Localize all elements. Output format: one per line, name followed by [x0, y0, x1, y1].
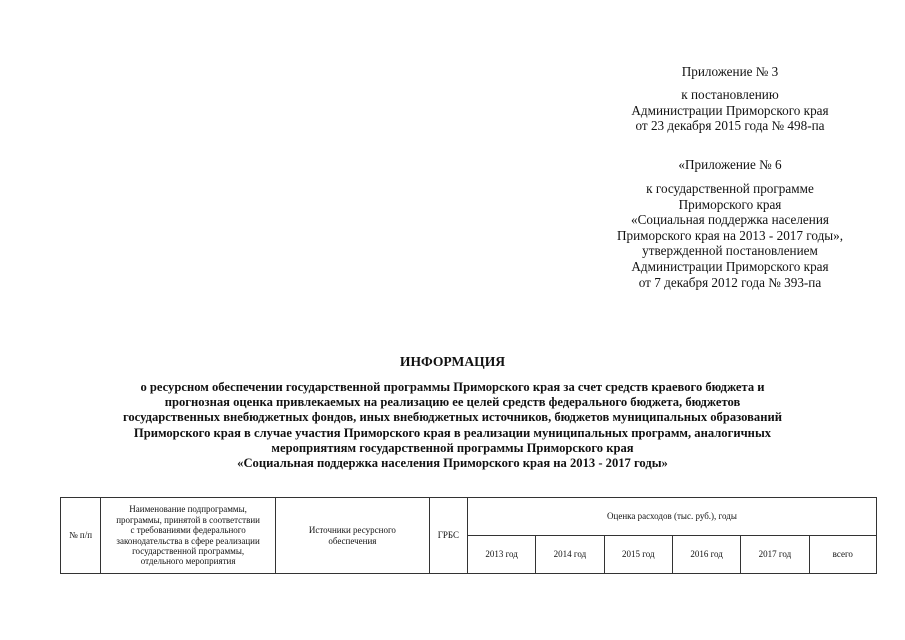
- header-grbs: ГРБС: [429, 498, 467, 574]
- header-year: 2015 год: [604, 536, 672, 574]
- resource-table: [60, 497, 877, 574]
- header-year: 2013 год: [467, 536, 535, 574]
- header-year: 2017 год: [741, 536, 809, 574]
- appendix-6-line: утвержденной постановлением: [642, 243, 818, 259]
- subtitle-line: Приморского края в случае участия Приморского края в реализации муниципальных программ, аналогичных: [133, 425, 772, 440]
- subtitle-line: мероприятиям государственной программы Приморского края: [271, 440, 634, 455]
- header-expense-estimate: Оценка расходов (тыс. руб.), годы: [467, 498, 876, 536]
- subtitle-line: государственных внебюджетных фондов, иных внебюджетных источников, бюджетов муниципальных образований: [122, 410, 782, 425]
- appendix-6-line: «Социальная поддержка населения: [631, 212, 829, 228]
- appendix-3-line: от 23 декабря 2015 года № 498-па: [635, 118, 825, 134]
- appendix-3-line: к постановлению: [681, 87, 779, 102]
- appendix-3-line: Администрации Приморского края: [631, 102, 829, 118]
- header-funding-sources: Источники ресурсного обеспечения: [276, 498, 430, 574]
- appendix-3-heading: [560, 64, 900, 80]
- appendix-6-line: Приморского края: [678, 196, 782, 212]
- header-total: всего: [809, 536, 876, 574]
- header-year: 2014 год: [536, 536, 604, 574]
- appendix-6-line: к государственной программе: [646, 181, 814, 196]
- header-year: 2016 год: [672, 536, 740, 574]
- header-program-name: Наименование подпрограммы, программы, принятой в соответствии с требованиями федерального законодательства в сфере реализации государственной программы, отдельного мероприятия: [101, 498, 276, 574]
- appendix-6-line: от 7 декабря 2012 года № 393-па: [638, 274, 822, 290]
- appendix-6-title: «Приложение № 6: [678, 157, 782, 172]
- appendix-6-line: Администрации Приморского края: [631, 258, 829, 274]
- appendix-6-details: [560, 181, 900, 290]
- appendix-6-heading: [560, 157, 900, 173]
- appendix-3-details: [560, 87, 900, 134]
- subtitle-line: прогнозная оценка привлекаемых на реализацию ее целей средств федерального бюджета, бюджетов: [164, 395, 741, 410]
- document-title: ИНФОРМАЦИЯ: [399, 354, 506, 369]
- document-subtitle: [0, 380, 905, 471]
- subtitle-line: о ресурсном обеспечении государственной программы Приморского края за счет средств краевого бюджета и: [140, 380, 765, 394]
- appendix-6-line: Приморского края на 2013 - 2017 годы»,: [616, 227, 844, 243]
- appendix-3-title: Приложение № 3: [681, 64, 779, 79]
- header-number: № п/п: [61, 498, 101, 574]
- subtitle-line: «Социальная поддержка населения Приморского края на 2013 - 2017 годы»: [237, 456, 668, 471]
